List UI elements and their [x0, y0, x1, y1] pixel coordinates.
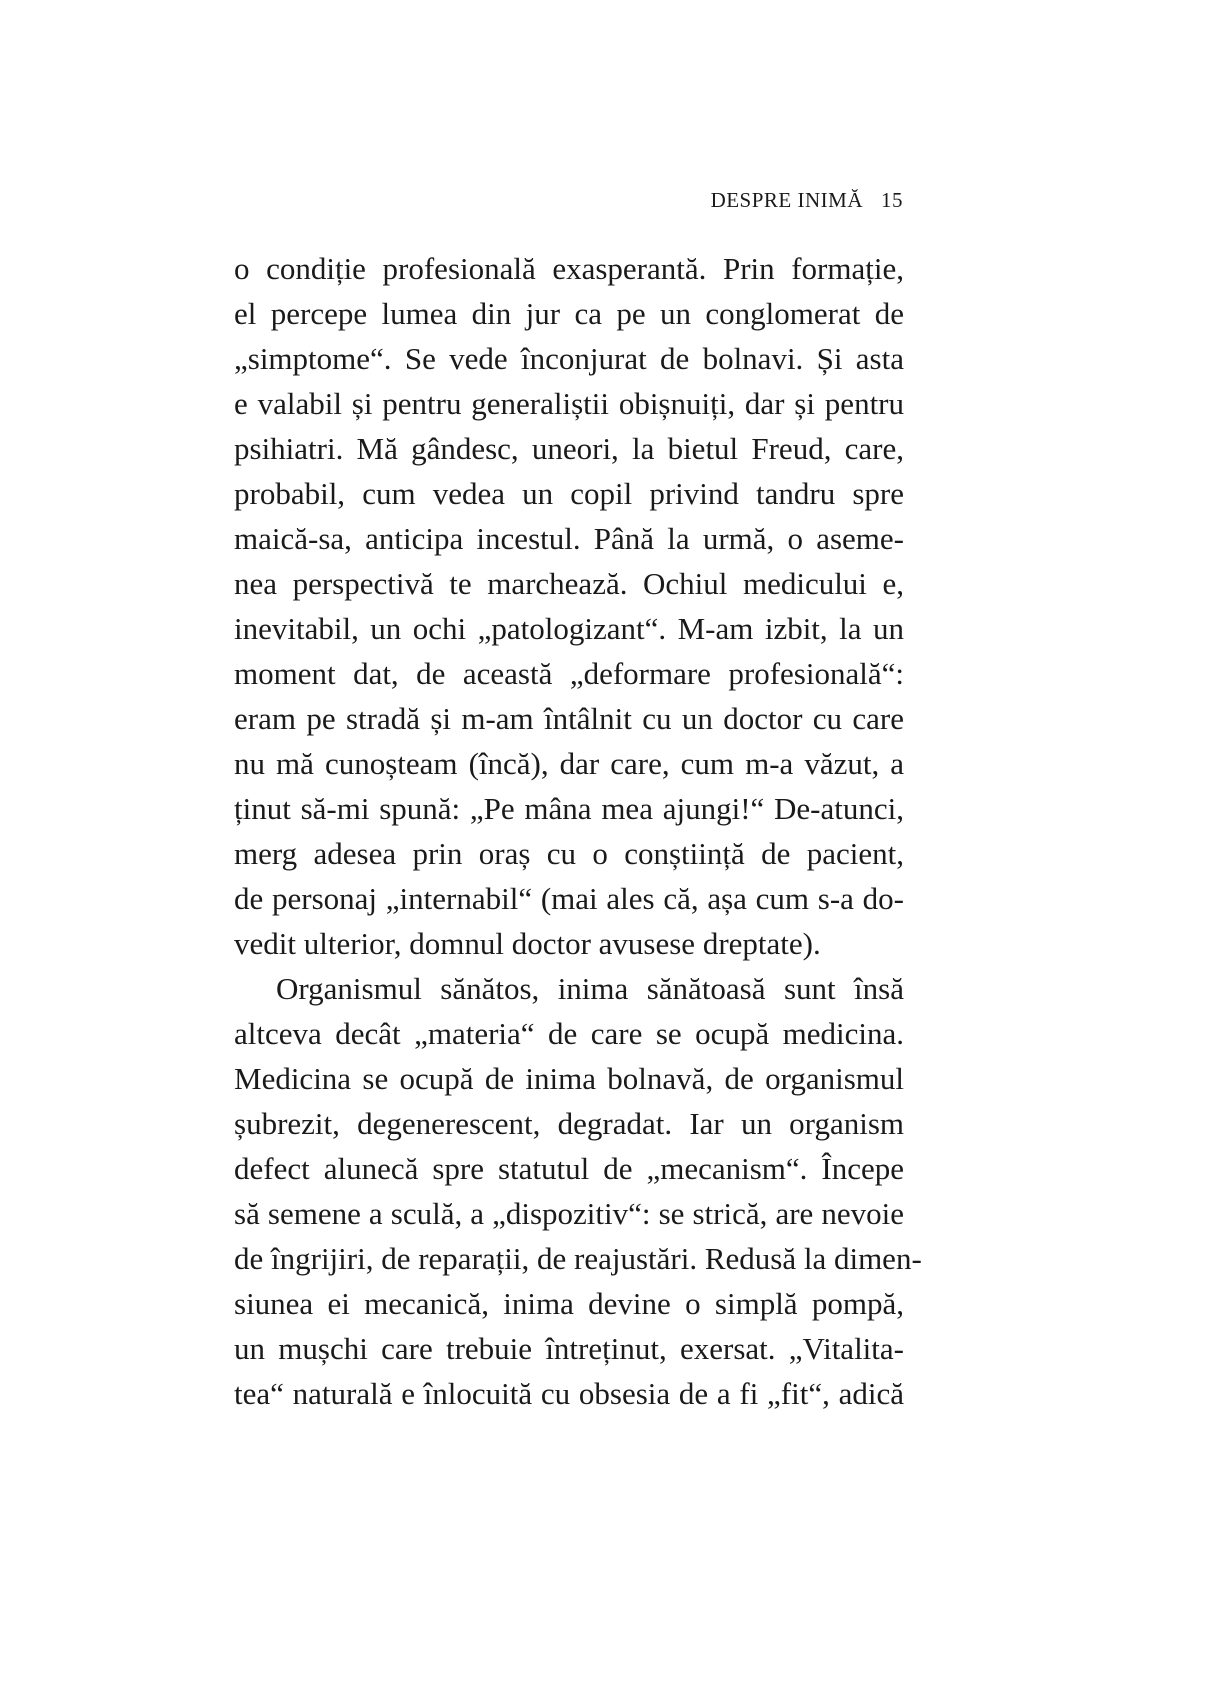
page-number: 15	[881, 188, 903, 212]
running-title: DESPRE INIMĂ	[710, 188, 863, 212]
body-text	[234, 246, 922, 1416]
text-line: o condiție profesională exasperantă. Prin formație,	[234, 251, 904, 286]
text-line: de îngrijiri, de reparații, de reajustări. Redusă la dimen-	[234, 1241, 922, 1276]
running-header	[711, 188, 903, 213]
paragraph	[234, 246, 904, 966]
paragraph	[234, 966, 922, 1416]
text-line: Medicina se ocupă de inima bolnavă, de organismul	[234, 1061, 904, 1096]
text-line: el percepe lumea din jur ca pe un conglomerat de	[234, 296, 904, 331]
text-line: de personaj „internabil“ (mai ales că, așa cum s-a do-	[234, 881, 904, 916]
text-line: șubrezit, degenerescent, degradat. Iar un organism	[234, 1106, 904, 1141]
text-line: moment dat, de această „deformare profesională“:	[234, 656, 904, 691]
text-line: psihiatri. Mă gândesc, uneori, la bietul Freud, care,	[234, 431, 904, 466]
text-line: probabil, cum vedea un copil privind tandru spre	[234, 476, 904, 511]
text-line: ținut să-mi spună: „Pe mâna mea ajungi!“ De-atunci,	[234, 791, 904, 826]
text-line: maică-sa, anticipa incestul. Până la urmă, o aseme-	[234, 521, 904, 556]
text-line: nu mă cunoșteam (încă), dar care, cum m-a văzut, a	[234, 746, 904, 781]
text-line: să semene a sculă, a „dispozitiv“: se strică, are nevoie	[234, 1196, 904, 1231]
text-line: vedit ulterior, domnul doctor avusese dreptate).	[234, 926, 821, 961]
text-line: „simptome“. Se vede înconjurat de bolnavi. Și asta	[234, 341, 904, 376]
text-line: tea“ naturală e înlocuită cu obsesia de a fi „fit“, adică	[234, 1376, 904, 1411]
text-line: merg adesea prin oraș cu o conștiință de pacient,	[234, 836, 904, 871]
text-line: siunea ei mecanică, inima devine o simplă pompă,	[234, 1286, 904, 1321]
text-line: defect alunecă spre statutul de „mecanism“. Începe	[234, 1151, 904, 1186]
text-line: e valabil și pentru generaliștii obișnuiți, dar și pentru	[234, 386, 904, 421]
text-line: inevitabil, un ochi „patologizant“. M-am izbit, la un	[234, 611, 904, 646]
text-line: nea perspectivă te marchează. Ochiul medicului e,	[234, 566, 904, 601]
text-line: Organismul sănătos, inima sănătoasă sunt însă	[276, 971, 904, 1006]
text-line: altceva decât „materia“ de care se ocupă medicina.	[234, 1016, 904, 1051]
text-line: eram pe stradă și m-am întâlnit cu un doctor cu care	[234, 701, 904, 736]
text-line: un mușchi care trebuie întreținut, exersat. „Vitalita-	[234, 1331, 904, 1366]
